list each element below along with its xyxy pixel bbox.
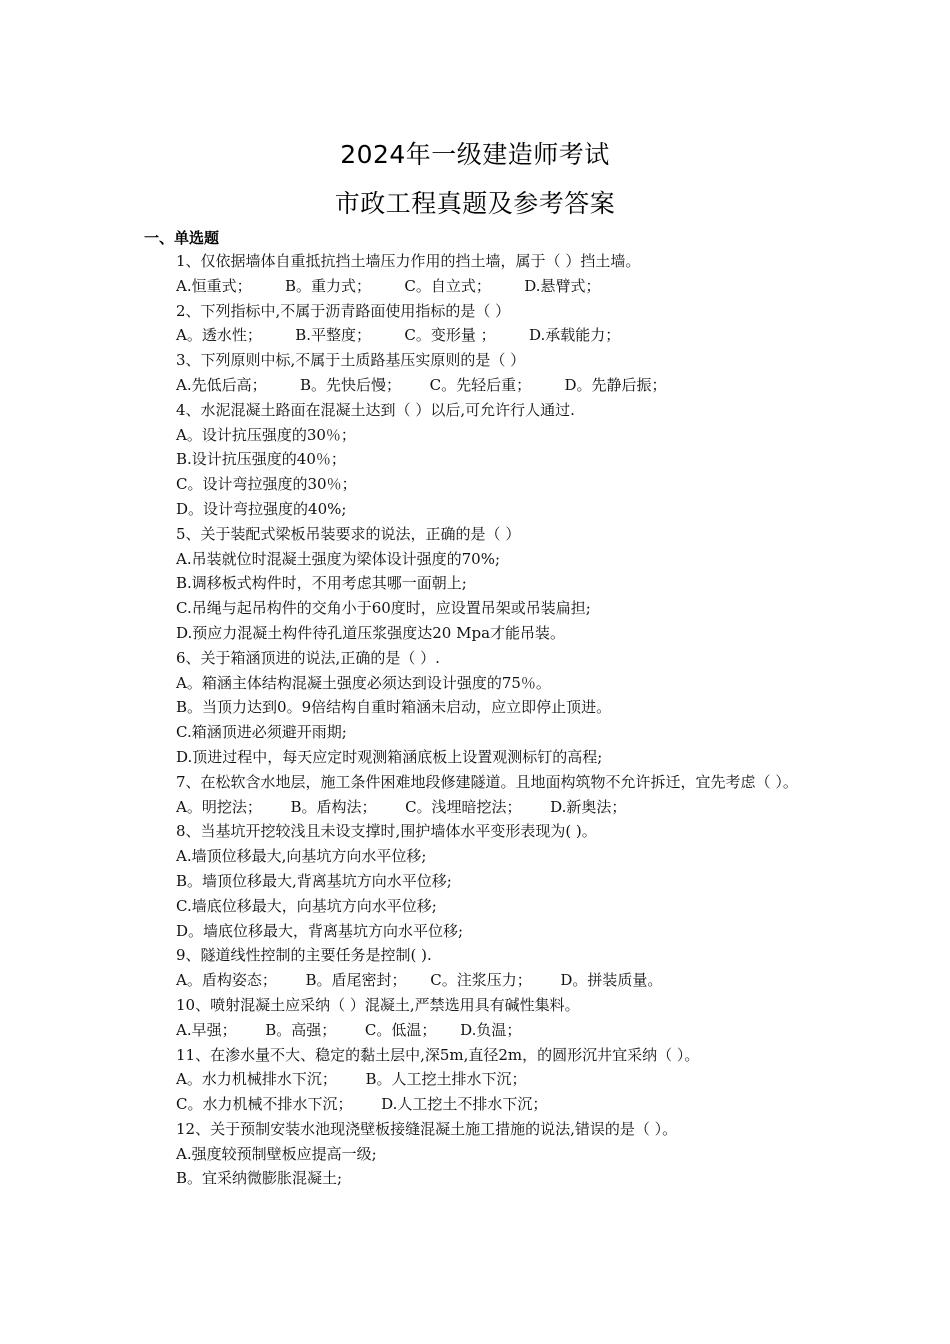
- question-stem: 4、水泥混凝土路面在混凝土达到（ ）以后,可允许行人通过.: [176, 400, 575, 419]
- question-option: D。设计弯拉强度的40%;: [176, 499, 347, 518]
- question-options: A。盾构姿态； B。盾尾密封； C。注浆压力； D。拼装质量。: [176, 971, 663, 990]
- question-options: A。明挖法； B。盾构法； C。浅埋暗挖法； D.新奥法；: [176, 797, 627, 816]
- question-option: A.墙顶位移最大,向基坑方向水平位移;: [176, 847, 427, 866]
- question-options: A.恒重式； B。重力式； C。自立式； D.悬臂式；: [176, 276, 601, 295]
- question-stem: 3、下列原则中标,不属于土质路基压实原则的是（ ）: [176, 351, 526, 370]
- question-option: B.调移板式构件时，不用考虑其哪一面朝上;: [176, 574, 467, 593]
- question-option: B.设计抗压强度的40％；: [176, 450, 346, 469]
- question-option: C.墙底位移最大，向基坑方向水平位移;: [176, 896, 437, 915]
- question-option: A.吊装就位时混凝土强度为梁体设计强度的70%;: [176, 549, 500, 568]
- document-subtitle: 市政工程真题及参考答案: [334, 189, 616, 218]
- question-stem: 5、关于装配式梁板吊装要求的说法，正确的是（ ）: [176, 524, 521, 543]
- question-options: A.早强； B。高强； C。低温； D.负温；: [176, 1020, 522, 1039]
- question-options: A.先低后高； B。先快后慢； C。先轻后重； D。先静后振；: [176, 375, 667, 394]
- question-option: C.箱涵顶进必须避开雨期;: [176, 723, 347, 742]
- question-option: C。设计弯拉强度的30％；: [176, 475, 357, 494]
- question-stem: 1、仅依据墙体自重抵抗挡土墙压力作用的挡土墙，属于（ ）挡土墙。: [176, 252, 641, 270]
- question-option: D.顶进过程中，每天应定时观测箱涵底板上设置观测标钉的高程;: [176, 747, 603, 766]
- question-stem: 11、在渗水量不大、稳定的黏土层中,深5m,直径2m，的圆形沉井宜采纳（ ）。: [176, 1045, 700, 1064]
- question-stem: 2、下列指标中,不属于沥青路面使用指标的是（ ）: [176, 301, 511, 320]
- question-option: B。宜采纳微膨胀混凝土;: [176, 1169, 343, 1188]
- question-stem: 6、关于箱涵顶进的说法,正确的是（ ）.: [176, 648, 440, 667]
- question-stem: 7、在松软含水地层，施工条件困难地段修建隧道。且地面构筑物不允许拆迁，宜先考虑（ ）。: [176, 772, 798, 791]
- question-option: C.吊绳与起吊构件的交角小于60度时，应设置吊架或吊装扁担;: [176, 599, 591, 618]
- question-option: D。墙底位移最大，背离基坑方向水平位移;: [176, 921, 464, 940]
- question-option: A。设计抗压强度的30％；: [176, 425, 356, 444]
- question-options: A。透水性； B.平整度； C。变形量 ； D.承载能力；: [176, 326, 621, 345]
- question-stem: 9、隧道线性控制的主要任务是控制( ).: [176, 946, 432, 965]
- question-stem: 10、喷射混凝土应采纳（ ）混凝土,严禁选用具有碱性集料。: [176, 995, 580, 1014]
- question-option: D.预应力混凝土构件待孔道压浆强度达20 Mpa才能吊装。: [176, 623, 566, 642]
- question-option: B。当顶力达到0。9倍结构自重时箱涵未启动，应立即停止顶进。: [176, 698, 612, 717]
- section-heading: 一、单选题: [144, 229, 220, 247]
- question-option: A。水力机械排水下沉； B。人工挖土排水下沉；: [176, 1070, 527, 1089]
- question-option: A。箱涵主体结构混凝土强度必须达到设计强度的75％。: [176, 673, 551, 692]
- question-stem: 8、当基坑开挖较浅且未设支撑时,围护墙体水平变形表现为( )。: [176, 822, 597, 841]
- question-option: B。墙顶位移最大,背离基坑方向水平位移;: [176, 871, 452, 890]
- document-title: 2024年一级建造师考试: [340, 140, 610, 169]
- question-option: A.强度较预制壁板应提高一级;: [176, 1144, 377, 1163]
- question-option: C。水力机械不排水下沉； D.人工挖土不排水下沉；: [176, 1095, 548, 1114]
- question-list: [144, 249, 814, 1191]
- question-stem: 12、关于预制安装水池现浇壁板接缝混凝土施工措施的说法,错误的是（ ）。: [176, 1119, 678, 1138]
